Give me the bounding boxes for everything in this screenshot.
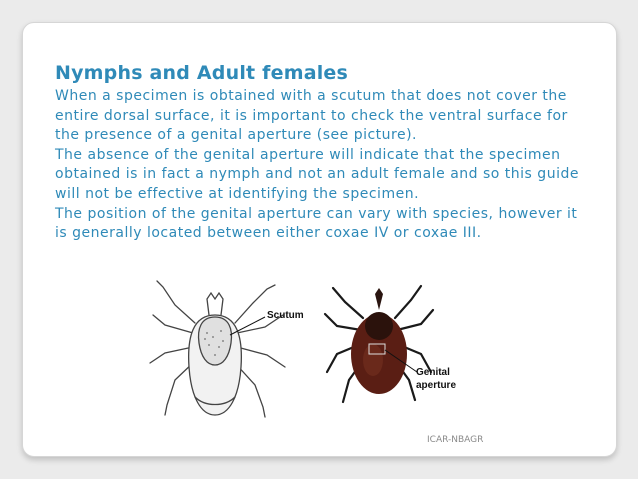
tick-outline-icon <box>135 275 325 435</box>
slide-body <box>55 87 585 244</box>
paragraph-2: The absence of the genital aperture will indicate that the specimen obtained is in fact a nymph and not an adult female and so this guide will not be effective at identifying the specimen. <box>55 146 579 202</box>
slide-title: Nymphs and Adult females <box>55 62 349 84</box>
tick-ventral-icon <box>315 280 465 415</box>
genital-aperture-label-line1: Genital <box>416 367 450 378</box>
paragraph-3: The position of the genital aperture can vary with species, however it is generally located between either coxae IV or coxae III. <box>55 205 578 242</box>
footer-source: ICAR-NBAGR <box>427 435 484 445</box>
tick-dorsal-drawing <box>135 275 325 435</box>
scutum-label: Scutum <box>267 310 304 321</box>
paragraph-1: When a specimen is obtained with a scutum that does not cover the entire dorsal surface, it is important to check the ventral surface for the presence of a genital aperture (see picture). <box>55 88 568 144</box>
genital-aperture-label-line2: aperture <box>416 380 457 391</box>
tick-ventral-photo <box>315 280 465 415</box>
